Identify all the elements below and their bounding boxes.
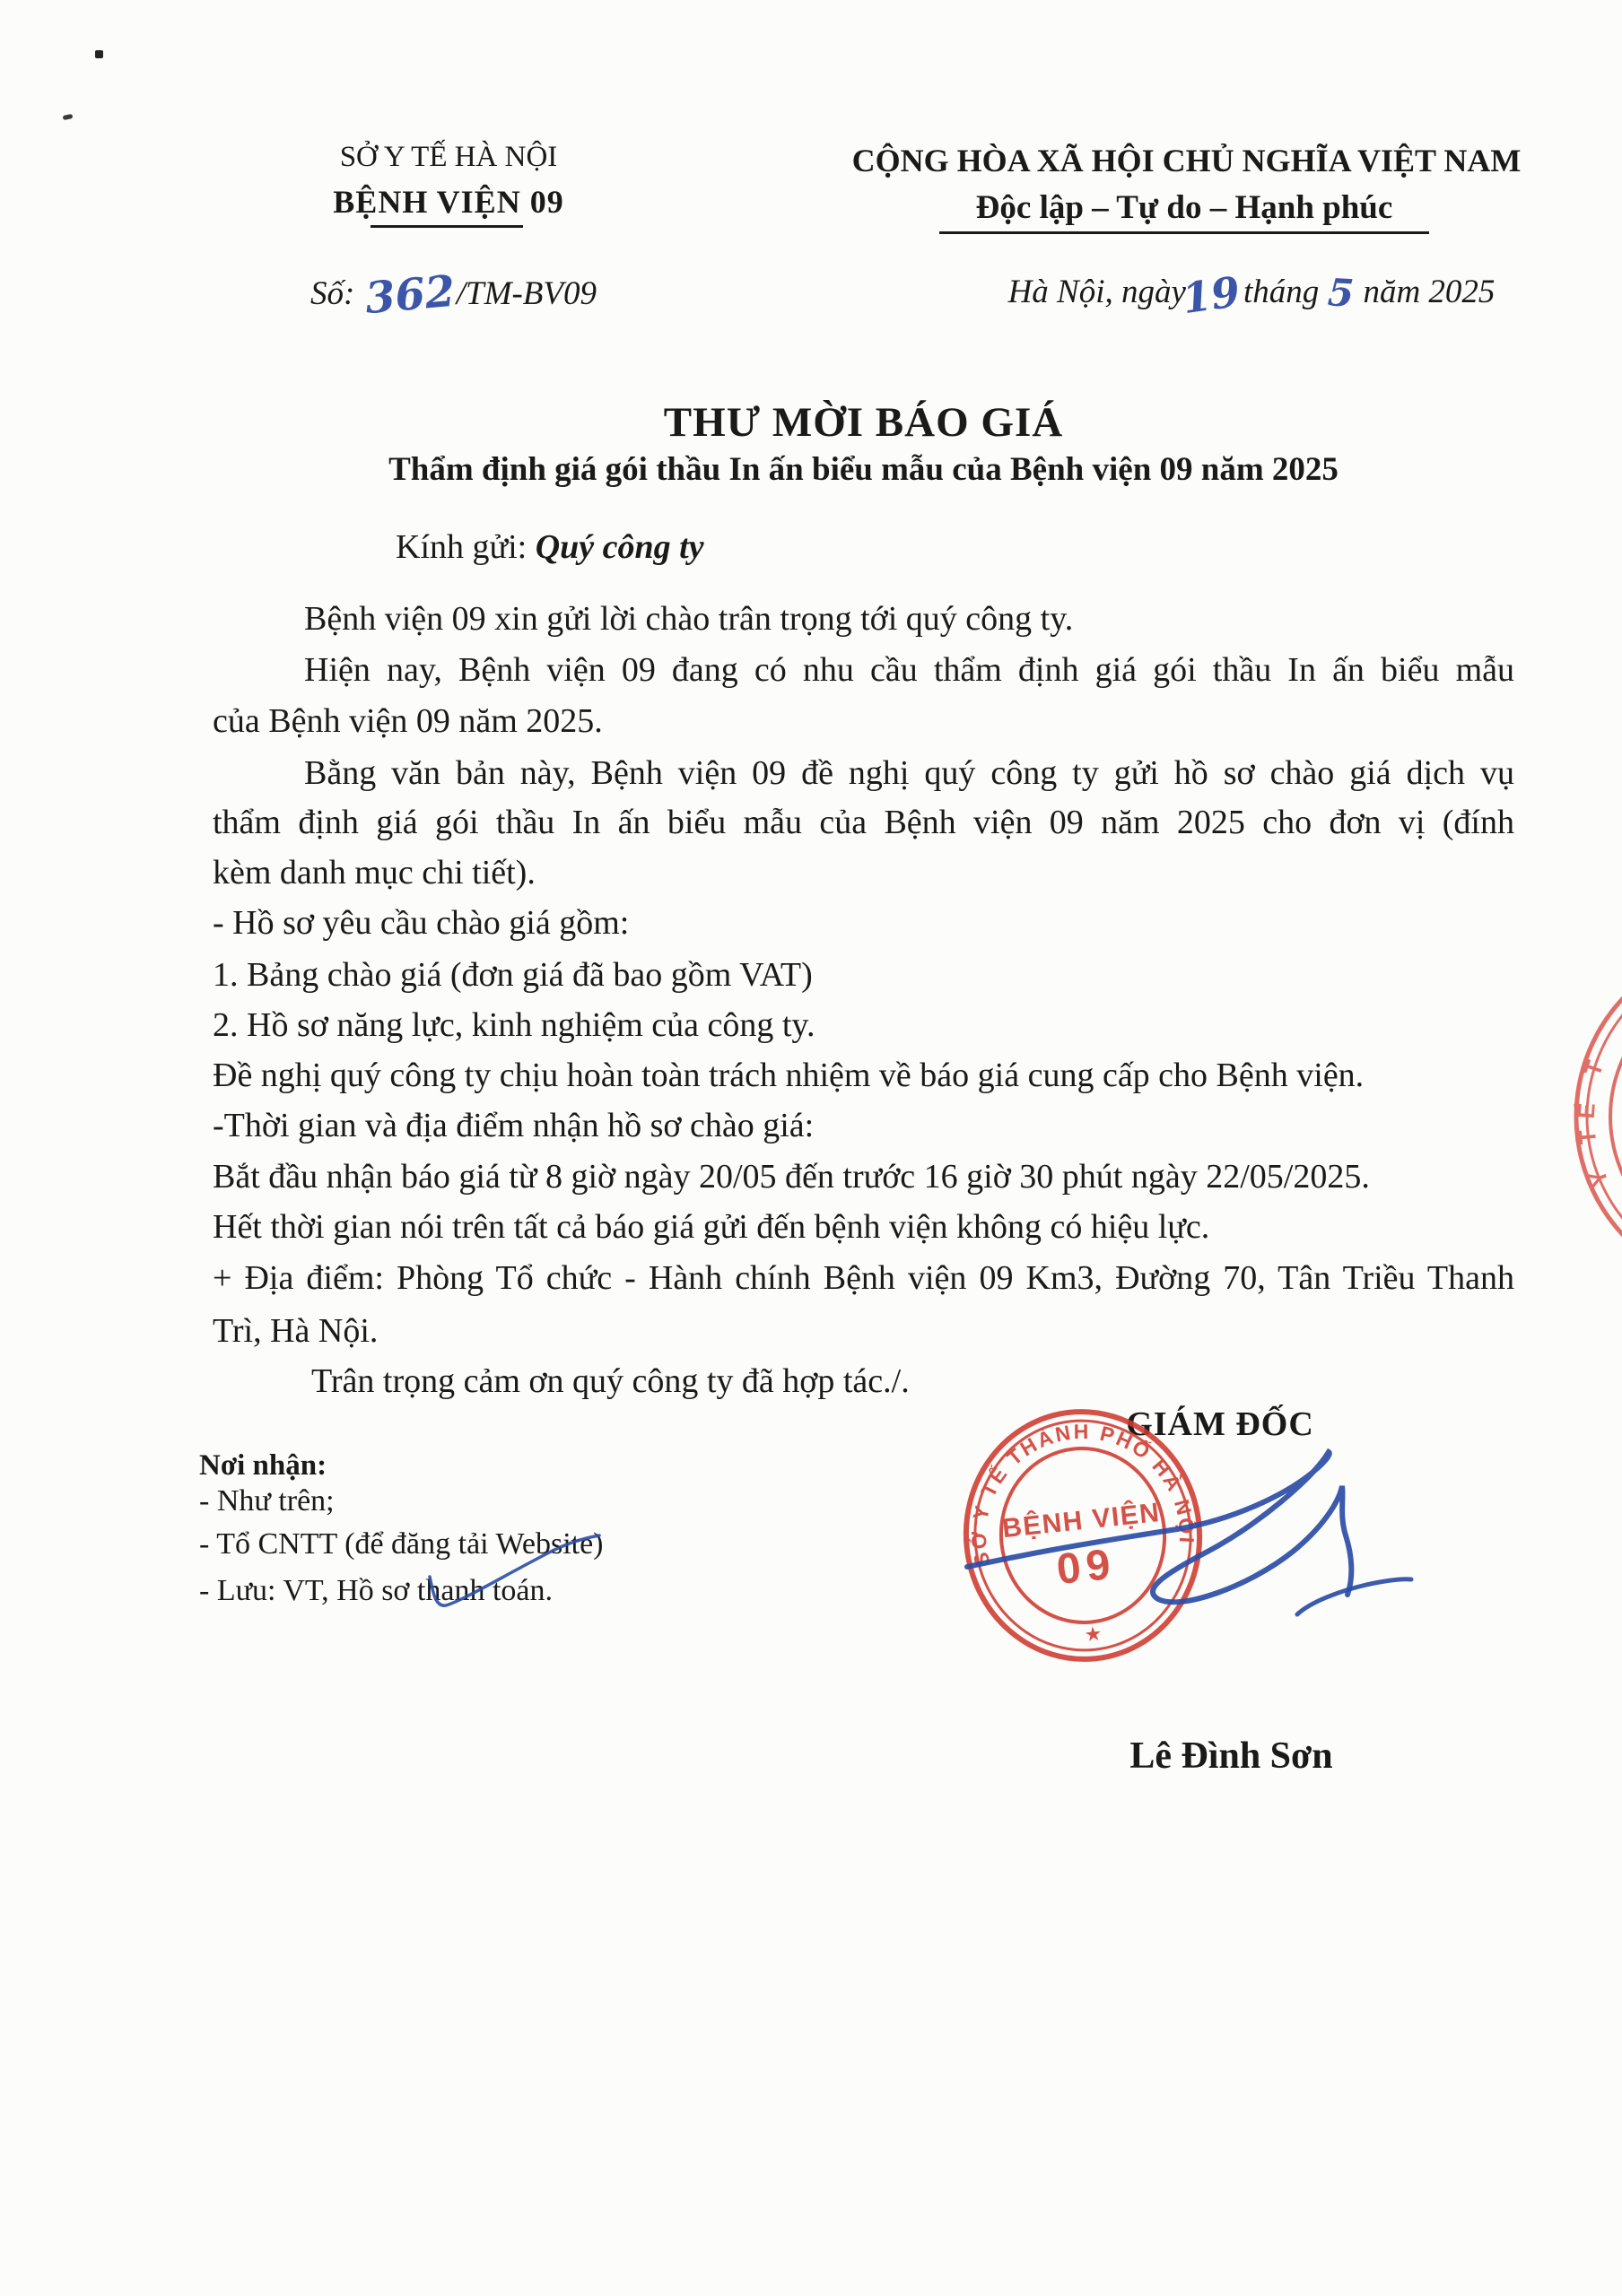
body-line: Bắt đầu nhận báo giá từ 8 giờ ngày 20/05 đến trước 16 giờ 30 phút ngày 22/05/2025. [213,1158,1370,1196]
issuing-authority: SỞ Y TẾ HÀ NỘI [339,141,558,173]
body-line: Trân trọng cảm ơn quý công ty đã hợp tác./. [311,1362,910,1400]
recipient-item: - Tổ CNTT (để đăng tải Website) [199,1527,604,1561]
body-line: Trì, Hà Nội. [213,1312,379,1350]
recipient-item: - Như trên; [199,1484,335,1518]
signer-name: Lê Đình Sơn [1129,1735,1333,1777]
body-line: kèm danh mục chi tiết). [213,854,536,891]
org-name-underline [371,225,523,228]
body-line: -Thời gian và địa điểm nhận hồ sơ chào giá: [213,1107,815,1144]
body-line: 2. Hồ sơ năng lực, kinh nghiệm của công ty. [213,1006,815,1044]
signer-title: GIÁM ĐỐC [1126,1405,1314,1443]
handwritten-doc-number: 362 [362,265,458,325]
page-subtitle: Thẩm định giá gói thầu In ấn biểu mẫu của Bệnh viện 09 năm 2025 [388,451,1339,488]
body-line: Hiện nay, Bệnh viện 09 đang có nhu cầu thẩm định giá gói thầu In ấn biểu mẫu [304,651,1514,689]
edge-stamp-ring-text: Y TẾ T [1572,1048,1614,1191]
stamp-graphic [953,1399,1213,1672]
body-line: Bằng văn bản này, Bệnh viện 09 đề nghị quý công ty gửi hồ sơ chào giá dịch vụ [304,754,1514,792]
salutation-label: Kính gửi: [396,528,528,566]
body-line: Bệnh viện 09 xin gửi lời chào trân trọng tới quý công ty. [304,600,1074,638]
edge-partial-stamp [1514,985,1622,1254]
body-line: của Bệnh viện 09 năm 2025. [213,702,603,740]
page-title: THƯ MỜI BÁO GIÁ [663,399,1064,446]
doc-number-label: Số: [310,275,355,312]
body-line: Đề nghị quý công ty chịu hoàn toàn trách nhiệm về báo giá cung cấp cho Bệnh viện. [213,1057,1365,1094]
document-number-line [310,265,597,325]
stamp-ring-text: SỞ Y TẾ THÀNH PHỐ HÀ NỘI [966,1420,1199,1570]
motto-underline [939,231,1429,234]
salutation-value: Quý công ty [535,528,704,566]
body-line: Hết thời gian nói trên tất cả báo giá gửi đến bệnh viện không có hiệu lực. [213,1208,1210,1246]
date-thang: tháng [1243,274,1320,310]
official-stamp [953,1399,1213,1672]
national-motto-line1: CỘNG HÒA XÃ HỘI CHỦ NGHĨA VIỆT NAM [851,143,1522,178]
body-line: 1. Bảng chào giá (đơn giá đã bao gồm VAT) [213,956,813,994]
salutation [396,527,704,567]
stamp-star-icon: ★ [1083,1622,1103,1647]
body-line: + Địa điểm: Phòng Tổ chức - Hành chính Bệnh viện 09 Km3, Đường 70, Tân Triều Thanh [213,1259,1514,1297]
date-suffix: năm 2025 [1363,274,1496,310]
body-line: thẩm định giá gói thầu In ấn biểu mẫu của Bệnh viện 09 năm 2025 cho đơn vị (đính [213,804,1514,841]
scan-speck [95,50,103,58]
date-prefix: Hà Nội, ngày [1007,274,1186,310]
org-name: BỆNH VIỆN 09 [333,184,564,220]
edge-stamp-graphic [1514,985,1622,1254]
body-line: - Hồ sơ yêu cầu chào giá gồm: [213,904,630,942]
national-motto-line2: Độc lập – Tự do – Hạnh phúc [975,189,1393,226]
signature-underline-stroke [1297,1579,1411,1614]
recipient-item: - Lưu: VT, Hồ sơ thanh toán. [199,1574,553,1607]
handwritten-day: 19 [1179,266,1243,324]
stamp-center-line2: 09 [1054,1540,1118,1595]
handwritten-month: 5 [1326,270,1356,316]
recipients-label: Nơi nhận: [199,1449,327,1482]
date-line [942,266,1561,324]
doc-number-suffix: /TM-BV09 [456,275,597,312]
scan-speck [63,114,74,120]
stamp-center-line1: BỆNH VIỆN [1000,1497,1162,1544]
